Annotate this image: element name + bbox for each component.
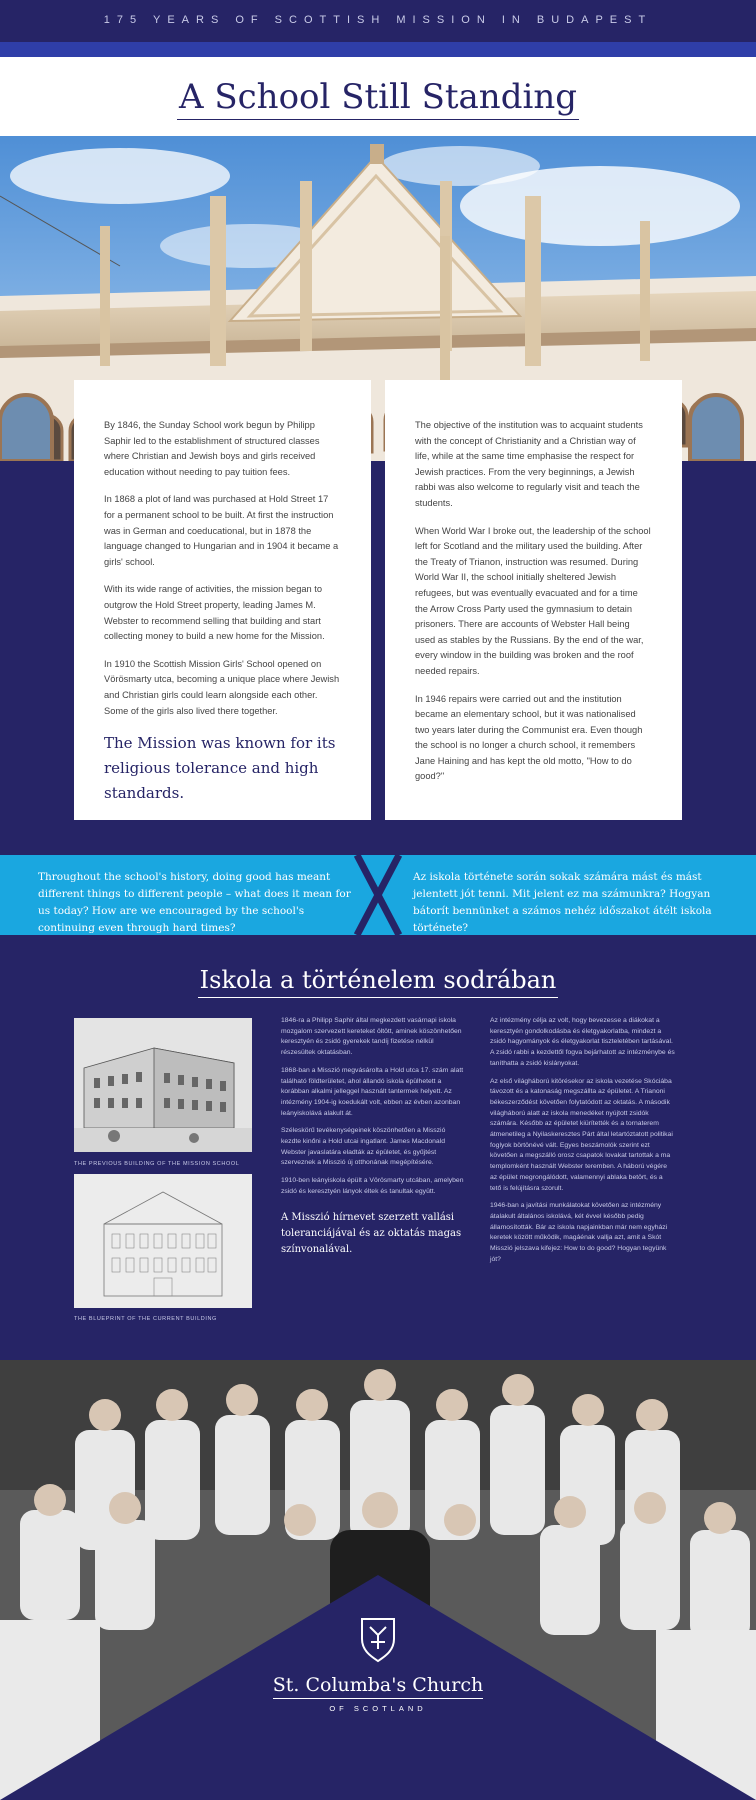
paragraph: 1846-ra a Philipp Saphir által megkezdett vasárnapi iskola mozgalom szervezett kereteket öltött, aminek köszönhetően keresztyén és zsidó gyerekek tandíj fizetése nélkül részesültek oktatásban.	[281, 1017, 462, 1057]
paragraph: The objective of the institution was to acquaint students with the concept of Christianity and a Christian way of life, while at the same time emphasise the respect for Jewish practices. From the very beginnings, a Jewish rabbi was also welcome to regularly visit and teach the students.	[415, 420, 643, 508]
page-title: A School Still Standing	[0, 77, 756, 117]
paragraph: Az intézmény célja az volt, hogy bevezesse a diákokat a keresztyén gondolkodásba és életgyakorlatba, mindezt a zsidó hagyományok és életgyakorlat tiszteletében tartásával. A zsidó rabbi a kezdettől fogva bejárhatott az intézménybe és taníthatta a zsidó kislányokat.	[490, 1017, 675, 1067]
image-caption: THE BLUEPRINT OF THE CURRENT BUILDING	[74, 1316, 217, 1322]
banner-text-english: Throughout the school's history, doing good has meant different things to different people – what does it mean for us today? How are we encouraged by the school's continuing even through hard times?	[38, 871, 351, 934]
church-subtitle: OF SCOTLAND	[329, 1704, 427, 1713]
church-crest-icon	[358, 1615, 398, 1663]
church-name: St. Columba's Church	[0, 1674, 756, 1696]
hungarian-column-1	[281, 1016, 466, 1258]
paragraph: With its wide range of activities, the mission began to outgrow the Hold Street property, leading James M. Webster to recommend selling that building and start collecting money to build a new home for the Mission.	[104, 584, 325, 642]
image-caption: THE PREVIOUS BUILDING OF THE MISSION SCHOOL	[74, 1161, 240, 1167]
paragraph: When World War I broke out, the leadership of the school left for Scotland and the military used the building. After the Treaty of Trianon, instruction was resumed. During World War II, the school initially sheltered Jewish refugees, but was eventually evacuated and for a time the Arrow Cross Party used the gymnasium to detain prisoners. There are accounts of Webster Hall being used as stables by the Russians. By the end of the war, every window in the building was broken and the roof needed repairs.	[415, 525, 651, 676]
paragraph: By 1846, the Sunday School work begun by Philipp Saphir led to the establishment of structured classes where Christian and Jewish boys and girls received education without needing to pay tuition fees.	[104, 420, 320, 477]
title-band	[0, 57, 756, 136]
hungarian-column-2	[490, 1016, 675, 1272]
saltire-cross-icon	[353, 855, 403, 935]
paragraph: In 1946 repairs were carried out and the institution became an elementary school, but it was nationalised two years later during the Communist era. Even though the school is no longer a church school, it remembers Jane Haining and has kept the old motto, "How to do good?"	[415, 693, 643, 782]
blue-stripe	[0, 42, 756, 57]
paragraph: In 1868 a plot of land was purchased at Hold Street 17 for a permanent school to be built. At first the instruction was in German and coeducational, but in 1878 the language changed to Hungarian and in 1904 it became a girls' school.	[104, 494, 339, 567]
paragraph: Az első világháború kitörésekor az iskola vezetése Skóciába távozott és a katonaság megszállta az épületet. A Trianoni békeszerződést követően folytatódott az oktatás. A második világháború alatt az iskola menedéket nyújtott zsidók számára. Később az épületet kiürítették és a tornaterem átmenetileg a Nyilaskeresztes Párt által letartóztatott politikai foglyok börtönévé vált. Egyes beszámolók szerint ezt követően a megszálló orosz csapatok lovakat tartottak a ma templomként használt Webster teremben. A háború végére az épület megrongálódott, valamennyi ablaka betört, és a tető is felújításra szorult.	[490, 1077, 673, 1192]
previous-building-engraving	[74, 1018, 252, 1152]
paragraph: Széleskörű tevékenységeinek köszönhetően a Misszió kezdte kinőni a Hold utcai ingatlant. James Macdonald Webster javaslatára eladták az épületet, és gyűjtést szerveznek a Misszió új otthonának megépítésére.	[281, 1127, 446, 1167]
hungarian-section-title: Iskola a történelem sodrában	[0, 966, 756, 994]
paragraph: In 1910 the Scottish Mission Girls' School opened on Vörösmarty utca, becoming a unique place where Jewish and Christian girls could learn alongside each other. Some of the girls also lived there together.	[104, 658, 340, 716]
pull-quote: A Misszió hírnevet szerzett vallási toleranciájával és az oktatás magas színvonalával.	[281, 1211, 462, 1255]
english-text-card-right	[385, 380, 682, 820]
top-bar	[0, 0, 756, 42]
paragraph: 1868-ban a Misszió megvásárolta a Hold utca 17. szám alatt található földterületet, ahol állandó iskola épülhetett a korábban alkalmi jelleggel használt tantermek helyett. Az intézmény 1904-ig koedukált volt, ebben az évben azonban leányiskolává alakult át.	[281, 1066, 464, 1117]
blueprint-illustration	[74, 1174, 252, 1308]
english-text-card-left	[74, 380, 371, 820]
current-building-blueprint	[74, 1174, 252, 1308]
church-logo	[0, 1615, 756, 1713]
previous-building-illustration	[74, 1018, 252, 1152]
reflection-banner	[0, 855, 756, 935]
footer-chevron	[0, 1360, 756, 1800]
banner-text-hungarian: Az iskola története során sokak számára mást és mást jelentett jót tenni. Mit jelent ez ma számunkra? Hogyan bátorít bennünket a számos nehéz időszakot átélt iskola története?	[413, 871, 712, 934]
series-title: 175 YEARS OF SCOTTISH MISSION IN BUDAPEST	[103, 14, 653, 26]
paragraph: 1910-ben leányiskola épült a Vörösmarty utcában, amelyben zsidó és keresztyén lányok éltek és tanultak együtt.	[281, 1177, 464, 1195]
pull-quote: The Mission was known for its religious tolerance and high standards.	[104, 734, 336, 803]
paragraph: 1946-ban a javítási munkálatokat követően az intézmény átalakult általános iskolává, két évvel később pedig államosították. Bár az iskola napjainkban már nem egyházi keretek között működik, magáénak vallja azt, amit a Skót Misszió jelszava kifejez: How to do good? Hogyan tegyünk jót?	[490, 1202, 668, 1263]
